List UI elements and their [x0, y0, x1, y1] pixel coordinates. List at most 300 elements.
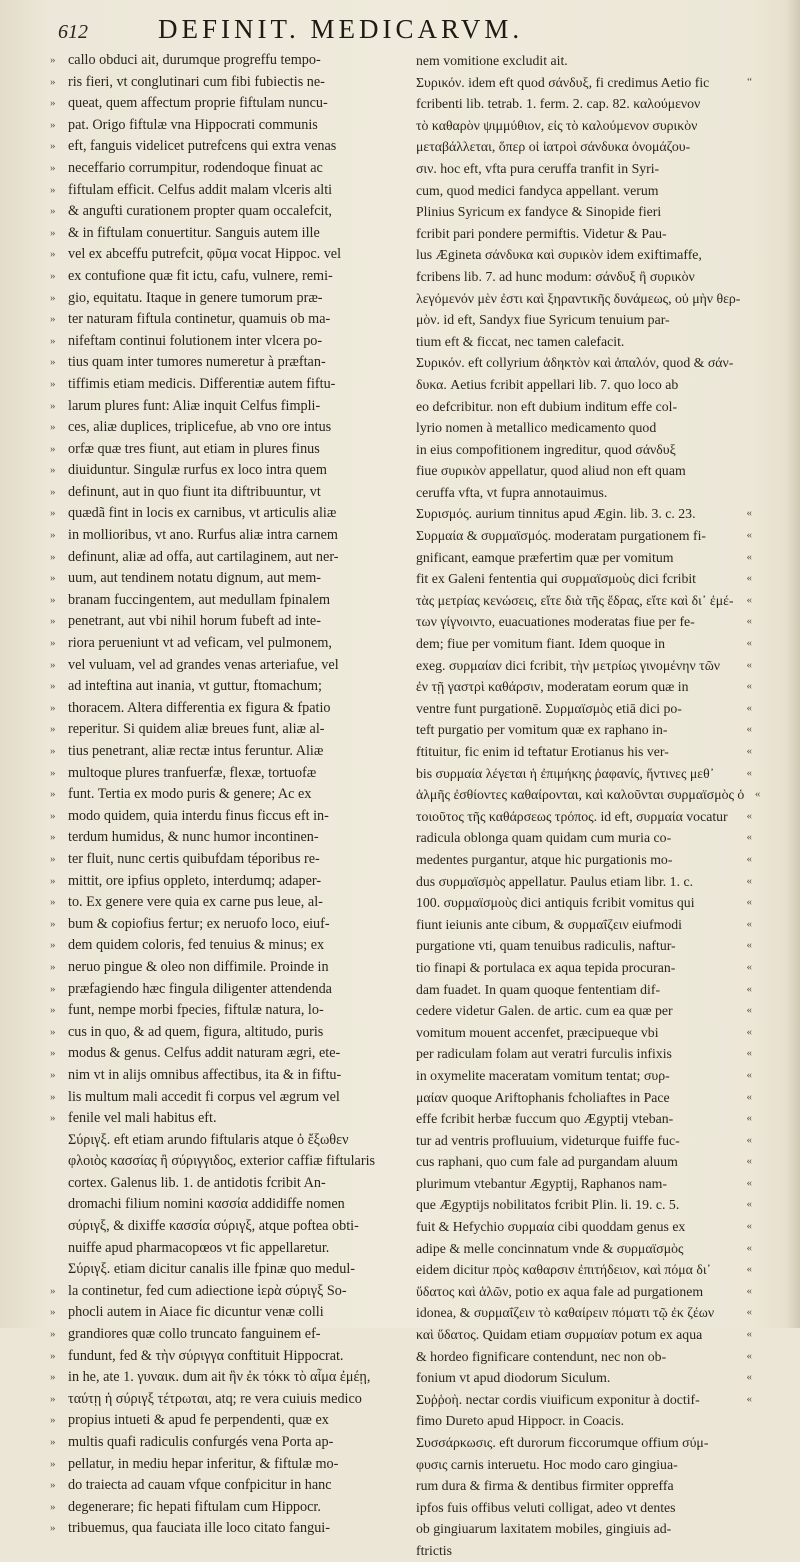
line-text: ταύτῃ ἡ σύριγξ τέτρωται, atq; re vera cuiuis medico [68, 1390, 362, 1407]
text-line [50, 1194, 406, 1216]
line-text: multoque plures tranfuerfæ, flexæ, tortuofæ [68, 764, 317, 781]
margin-quote-mark: « [746, 1133, 752, 1146]
margin-quote-mark: « [746, 939, 752, 952]
line-text: la continetur, fed cum adiectione ἱερὰ σύριγξ So- [68, 1282, 347, 1299]
line-text: fonium vt apud diodorum Siculum. [416, 1370, 611, 1386]
margin-quote-mark: « [746, 1068, 752, 1081]
margin-quote-mark: « [746, 809, 752, 822]
text-line [50, 180, 406, 202]
line-text: modo quidem, quia interdu finus ficcus eft in- [68, 807, 329, 824]
text-line [50, 1238, 406, 1260]
margin-quote-mark: « [746, 658, 752, 671]
line-text: σιν. hoc eft, vfta pura ceruffa tranfit in Syri- [416, 160, 660, 176]
line-text: ter naturam fiftula continetur, quamuis ob ma- [68, 311, 331, 328]
line-text: definunt, aliæ ad offa, aut cartilaginem, aut ner- [68, 548, 339, 565]
line-text: nem vomitione excludit ait. [416, 53, 568, 68]
text-line [50, 1475, 406, 1497]
text-line [416, 1108, 752, 1130]
margin-quote-mark: « [746, 874, 752, 887]
margin-quote-mark: » [50, 1457, 56, 1470]
line-text: fimo Dureto apud Hippocr. in Coacis. [416, 1413, 625, 1429]
line-text: ftituitur, fic enim id teftatur Erotianus his ver- [416, 744, 669, 759]
text-line [50, 266, 406, 288]
text-line [416, 1518, 752, 1540]
line-text: tio finapi & portulaca ex aqua tepida procuran- [416, 959, 676, 975]
text-line [50, 1173, 406, 1195]
line-text: que Ægyptijs nobilitatos fcribit Plin. li. 19. c. 5. [416, 1197, 680, 1213]
line-text: τὸ καθαρὸν ψιμμύθιον, εἰς τὸ καλούμενον συρικὸν [416, 117, 698, 133]
margin-quote-mark: » [50, 1112, 56, 1125]
text-line [50, 1324, 406, 1346]
line-text: ex contufione quæ fit ictu, cafu, vulnere, remi- [68, 267, 333, 284]
text-line [416, 892, 752, 914]
text-line [416, 1216, 752, 1238]
margin-quote-mark [736, 417, 752, 439]
margin-quote-mark [736, 309, 752, 331]
margin-quote-mark: » [50, 1500, 56, 1513]
text-line [50, 1216, 406, 1238]
text-line [416, 633, 752, 655]
text-line [416, 525, 752, 547]
text-line [416, 180, 752, 202]
margin-quote-mark [736, 136, 752, 158]
text-line [416, 719, 752, 741]
margin-quote-mark [736, 223, 752, 245]
text-line [50, 892, 406, 914]
text-line [416, 590, 752, 612]
text-line [50, 698, 406, 720]
margin-quote-mark: « [746, 637, 752, 650]
text-line [416, 698, 752, 720]
margin-quote-mark: » [50, 852, 56, 865]
line-text: & in fiftulam conuertitur. Sanguis autem ille [68, 224, 320, 241]
line-text: in he, ate 1. γυναικ. dum ait ἣν ἐκ τόκκ τὸ αἷμα ἐμέῃ, [68, 1369, 371, 1386]
margin-quote-mark [736, 158, 752, 180]
margin-quote-mark [50, 1130, 68, 1152]
line-text: cum, quod medici fandyca appellant. verum [416, 182, 659, 198]
margin-quote-mark: « [746, 1306, 752, 1319]
margin-quote-mark: « [746, 1392, 752, 1405]
text-line [416, 223, 752, 245]
margin-quote-mark: « [746, 529, 752, 542]
line-text: Συρικόν. eft collyrium ἀδηκτὸν καὶ ἁπαλόν, quod & σάν- [416, 355, 734, 371]
text-line [50, 590, 406, 612]
line-text: dus συρμαϊσμὸς appellatur. Paulus etiam libr. 1. c. [416, 873, 694, 889]
margin-quote-mark: « [746, 1090, 752, 1103]
text-line [50, 1389, 406, 1411]
text-line [416, 1022, 752, 1044]
margin-quote-mark: » [50, 1025, 56, 1038]
margin-quote-mark [736, 1432, 752, 1454]
text-line [50, 396, 406, 418]
text-line [50, 309, 406, 331]
line-text: purgatione vti, quam tenuibus radiculis, naftur- [416, 938, 676, 954]
line-text: adipe & melle concinnatum vnde & συρμαϊσμὸς [416, 1240, 684, 1256]
text-line [416, 1346, 752, 1368]
margin-quote-mark: » [50, 982, 56, 995]
margin-quote-mark: « [746, 766, 752, 779]
line-text: teft purgatio per vomitum quæ ex raphano in- [416, 722, 668, 738]
text-line [416, 611, 752, 633]
line-text: Συρισμός. aurium tinnitus apud Ægin. lib. 3. c. 23. [416, 506, 696, 522]
line-text: μὸν. id eft, Sandyx fiue Syricum tenuium par- [416, 312, 670, 328]
line-text: neruo pingue & oleo non diffimile. Proinde in [68, 958, 329, 975]
margin-quote-mark [50, 1259, 68, 1281]
text-line [416, 136, 752, 158]
line-text: fuit & Hefychio συρμαία cibi quoddam genus ex [416, 1219, 686, 1235]
page-number: 612 [58, 21, 88, 43]
text-line [416, 1302, 752, 1324]
text-line [50, 1043, 406, 1065]
text-line [50, 784, 406, 806]
margin-quote-mark: » [50, 291, 56, 304]
text-line [416, 1454, 752, 1476]
line-text: pellatur, in mediu hepar inferitur, & fiftulæ mo- [68, 1455, 339, 1472]
text-line [416, 547, 752, 569]
text-line [416, 115, 752, 137]
text-line [50, 935, 406, 957]
line-text: tium eft & ficcat, nec tamen calefacit. [416, 333, 625, 349]
text-line [50, 1346, 406, 1368]
text-line [416, 1151, 752, 1173]
line-text: diuiduntur. Singulæ rurfus ex loco intra quem [68, 462, 327, 479]
text-line [416, 1130, 752, 1152]
line-text: uum, aut tendinem notatu dignum, aut mem- [68, 570, 321, 587]
margin-quote-mark [736, 331, 752, 353]
margin-quote-mark: « [746, 1176, 752, 1189]
text-line [50, 1302, 406, 1324]
margin-quote-mark: « [746, 1349, 752, 1362]
line-text: fcribenti lib. tetrab. 1. ferm. 2. cap. 82. καλούμενον [416, 96, 701, 112]
margin-quote-mark: » [50, 960, 56, 973]
margin-quote-mark: « [746, 896, 752, 909]
text-line [50, 547, 406, 569]
text-line [416, 352, 752, 374]
margin-quote-mark [736, 1497, 752, 1519]
line-text: degenerare; fic hepati fiftulam cum Hippocr. [68, 1498, 321, 1515]
margin-quote-mark: » [50, 1284, 56, 1297]
margin-quote-mark: » [50, 1371, 56, 1384]
line-text: eo defcribitur. non eft dubium inditum effe col- [416, 398, 678, 414]
text-line [416, 439, 752, 461]
margin-quote-mark: « [746, 1371, 752, 1384]
line-text: to. Ex genere vere quia ex carne pus leue, al- [68, 894, 323, 911]
text-line [50, 439, 406, 461]
margin-quote-mark: » [50, 269, 56, 282]
text-line [416, 331, 752, 353]
line-text: Σύριγξ. eft etiam arundo fiftularis atque ὁ ἔξωθεν [68, 1131, 349, 1148]
text-line [416, 266, 752, 288]
margin-quote-mark [736, 244, 752, 266]
text-line [416, 1281, 752, 1303]
margin-quote-mark: » [50, 140, 56, 153]
text-line [50, 331, 406, 353]
line-text: lus Ægineta σάνδυκα καὶ συρικὸν idem exiftimaffe, [416, 247, 702, 263]
text-line [416, 1475, 752, 1497]
line-text: eft, fanguis videlicet putrefcens qui extra venas [68, 138, 337, 155]
line-text: in oxymelite maceratam vomitum tentat; συρ- [416, 1067, 670, 1083]
line-text: dam fuadet. In quam quoque fententiam dif- [416, 981, 661, 997]
line-text: medentes purgantur, atque hic purgationis mo- [416, 851, 673, 867]
margin-quote-mark: » [50, 745, 56, 757]
line-text: nim vt in alijs omnibus affectibus, ita & in fiftu- [68, 1066, 342, 1083]
line-text: tius quam inter tumores numeretur à præftan- [68, 354, 326, 371]
line-text: ὕδατος καὶ ἁλῶν, potio ex aqua fale ad purgationem [416, 1283, 704, 1299]
text-line [50, 1087, 406, 1109]
line-text: & angufti curationem propter quam occalefcit, [68, 203, 332, 220]
text-line [50, 1151, 406, 1173]
line-text: fiue συρικὸν appellatur, quod aliud non eft quam [416, 463, 686, 479]
text-line [50, 1281, 406, 1303]
text-line [416, 244, 752, 266]
margin-quote-mark: « [746, 1112, 752, 1125]
margin-quote-mark: « [746, 507, 752, 520]
line-text: lis multum mali accedit fi corpus vel ægrum vel [68, 1088, 340, 1105]
margin-quote-mark [736, 1518, 752, 1540]
text-line [416, 741, 752, 763]
margin-quote-mark: » [50, 1522, 56, 1535]
text-line [416, 1000, 752, 1022]
margin-quote-mark [736, 439, 752, 461]
line-text: dem; fiue per vomitum fiant. Idem quoque in [416, 636, 666, 652]
line-text: fiunt ieiunis ante cibum, & συρμαΐζειν eiufmodi [416, 916, 682, 932]
text-line [50, 50, 406, 72]
line-text: quædã fint in locis ex carnibus, vt articulis aliæ [68, 505, 337, 522]
line-text: multis quafi radiculis confurgés vena Porta ap- [68, 1434, 334, 1450]
text-line [50, 1022, 406, 1044]
margin-quote-mark: » [50, 550, 56, 563]
text-line [416, 784, 761, 806]
margin-quote-mark: » [50, 917, 56, 930]
margin-quote-mark: « [754, 788, 761, 801]
margin-quote-mark: » [50, 701, 56, 714]
margin-quote-mark: » [50, 593, 56, 606]
margin-quote-mark: » [50, 1414, 56, 1427]
text-line [416, 396, 752, 418]
margin-quote-mark: » [50, 831, 56, 844]
margin-quote-mark [736, 396, 752, 418]
line-text: φλοιὸς κασσίας ἢ σύριγγιδος, exterior caffiæ fiftularis [68, 1153, 376, 1170]
margin-quote-mark: » [50, 1068, 56, 1081]
line-text: neceffario corrumpitur, rodendoque finuat ac [68, 159, 323, 176]
line-text: fenile vel mali habitus eft. [68, 1110, 217, 1127]
margin-quote-mark [736, 50, 752, 72]
margin-quote-mark: » [50, 680, 56, 693]
text-line [50, 741, 406, 763]
line-text: funt. Tertia ex modo puris & genere; Ac ex [68, 786, 312, 803]
margin-quote-mark: « [746, 723, 752, 736]
margin-quote-mark: « [746, 550, 752, 563]
text-line [416, 568, 752, 590]
line-text: queat, quem affectum proprie fiftulam nuncu- [68, 95, 328, 112]
line-text: phocli autem in Aiace fic dicuntur venæ colli [68, 1304, 324, 1321]
line-text: penetrant, aut vbi nihil horum fubeft ad inte- [68, 613, 321, 630]
line-text: fit ex Galeni fententia qui συρμαϊσμοὺς dici fcribit [416, 571, 697, 587]
text-line [416, 914, 752, 936]
margin-quote-mark: » [50, 637, 56, 650]
margin-quote-mark: « [746, 1220, 752, 1233]
line-text: Σύριγξ. etiam dicitur canalis ille fpinæ quo medul- [68, 1261, 355, 1278]
margin-quote-mark: » [50, 248, 56, 261]
line-text: bum & copiofius fertur; ex neruofo loco, eiuf- [68, 915, 330, 932]
text-line [50, 806, 406, 828]
text-line [50, 460, 406, 482]
text-line [50, 374, 406, 396]
margin-quote-mark: » [50, 1436, 56, 1448]
margin-quote-mark: » [50, 226, 56, 239]
text-line [416, 1065, 752, 1087]
line-text: ter fluit, nunc certis quibufdam téporibus re- [68, 850, 320, 867]
margin-quote-mark: » [50, 377, 56, 390]
margin-quote-mark: » [50, 766, 56, 779]
margin-quote-mark: « [746, 1047, 752, 1060]
margin-quote-mark: » [50, 658, 56, 671]
margin-quote-mark: » [50, 939, 56, 952]
margin-quote-mark: « [746, 615, 752, 628]
page-header [58, 14, 780, 44]
text-line [416, 1194, 752, 1216]
margin-quote-mark [50, 1173, 68, 1195]
margin-quote-mark [736, 1475, 752, 1497]
margin-quote-mark: « [746, 1198, 752, 1211]
text-line [50, 633, 406, 655]
margin-quote-mark: « [746, 572, 752, 585]
text-line [416, 1238, 752, 1260]
line-text: bis συρμαία λέγεται ἡ ἐπιμήκης ῥαφανίς, ἥντινες μεθ᾽ [416, 765, 715, 781]
line-text: nifeftam continui folutionem inter vlcera po- [68, 332, 323, 349]
line-text: καὶ ὕδατος. Quidam etiam συρμαίαν potum ex aqua [416, 1327, 703, 1343]
text-line [416, 72, 752, 94]
line-text: fiftulam efficit. Celfus addit malam vlceris alti [68, 181, 333, 198]
line-text: ἐν τῇ γαστρὶ καθάρσιν, moderatam eorum quæ in [416, 679, 689, 695]
text-line [416, 1173, 752, 1195]
line-text: riora perueniunt vt ad veficam, vel pulmonem, [68, 635, 332, 652]
text-line [50, 1065, 406, 1087]
line-text: tius penetrant, aliæ rectæ intus feruntur. Aliæ [68, 743, 324, 759]
margin-quote-mark: « [746, 701, 752, 714]
text-line [50, 136, 406, 158]
text-line [416, 482, 752, 504]
line-text: in mollioribus, vt ano. Rurfus aliæ intra carnem [68, 527, 338, 544]
margin-quote-mark [50, 1216, 68, 1238]
margin-quote-mark: » [50, 1392, 56, 1405]
line-text: ris fieri, vt conglutinari cum fibi fubiectis ne- [68, 73, 325, 90]
text-line [416, 676, 752, 698]
margin-quote-mark [736, 93, 752, 115]
text-line [416, 849, 752, 871]
margin-quote-mark: « [746, 852, 752, 865]
text-line [50, 568, 406, 590]
margin-quote-mark: » [50, 205, 56, 218]
line-text: per radiculam folam aut veratri furculis infixis [416, 1046, 672, 1062]
text-line [416, 503, 752, 525]
line-text: terdum humidus, & nunc humor incontinen- [68, 829, 319, 846]
line-text: modus & genus. Celfus addit naturam ægri, ete- [68, 1045, 341, 1062]
line-text: Συρικόν. idem eft quod σάνδυξ, fi credimus Aetio fic [416, 74, 710, 90]
text-line [416, 201, 752, 223]
line-text: των γίγνοιντο, euacuationes moderatas fiue per fe- [416, 614, 695, 630]
margin-quote-mark: « [746, 982, 752, 995]
line-text: φυσις carnis interuetu. Hoc modo caro gingiua- [416, 1456, 678, 1472]
margin-quote-mark [740, 288, 756, 310]
margin-quote-mark: » [50, 1047, 56, 1060]
margin-quote-mark [736, 201, 752, 223]
text-line [416, 417, 752, 439]
text-line [50, 763, 406, 785]
line-text: effe fcribit herbæ fuccum quo Ægyptij vteban- [416, 1111, 674, 1127]
margin-quote-mark [50, 1194, 68, 1216]
margin-quote-mark: » [50, 1479, 56, 1492]
line-text: eidem dicitur πρὸς καθαρσιν ἐπιτήδειον, καὶ πόμα δι᾽ [416, 1262, 712, 1278]
margin-quote-mark: » [50, 1306, 56, 1319]
text-line [50, 244, 406, 266]
margin-quote-mark: » [50, 399, 56, 412]
line-text: præfagiendo hæc fingula diligenter attendenda [68, 980, 332, 997]
line-text: cortex. Galenus lib. 1. de antidotis fcribit An- [68, 1174, 326, 1191]
margin-quote-mark: » [50, 183, 56, 196]
margin-quote-mark: » [50, 442, 56, 455]
line-text: ipfos fuis offibus veluti colligat, adeo vt dentes [416, 1499, 676, 1515]
margin-quote-mark: » [50, 334, 56, 347]
line-text: 100. συρμαϊσμοὺς dici antiquis fcribit vomitus qui [416, 895, 695, 911]
line-text: Plinius Syricum ex fandyce & Sinopide fieri [416, 204, 662, 220]
line-text: vel vuluam, vel ad grandes venas arteriafue, vel [68, 656, 339, 673]
margin-quote-mark: « [746, 1155, 752, 1168]
margin-quote-mark: » [50, 896, 56, 909]
text-line [416, 158, 752, 180]
line-text: Συσσάρκωσις. eft durorum ficcorumque offium σύμ- [416, 1435, 709, 1450]
text-line [50, 525, 406, 547]
line-text: & hordeo fignificare contendunt, nec non ob- [416, 1348, 667, 1364]
line-text: ad inteftina aut inania, vt guttur, ftomachum; [68, 678, 322, 695]
margin-quote-mark [736, 180, 752, 202]
line-text: τοιοῦτος τῆς καθάρσεως τρόπος. id eft, συρμαία vocatur [416, 808, 728, 824]
margin-quote-mark [736, 266, 752, 288]
text-line [50, 503, 406, 525]
text-line [50, 871, 406, 893]
text-line [416, 374, 752, 396]
margin-quote-mark [50, 1238, 68, 1260]
margin-quote-mark: « [746, 593, 752, 606]
margin-quote-mark [736, 482, 752, 504]
line-text: ceruffa vfta, vt fupra annotauimus. [416, 484, 608, 500]
margin-quote-mark: » [50, 313, 56, 326]
line-text: tribuemus, qua fauciata ille loco citato fangui- [68, 1520, 330, 1537]
text-line [416, 935, 752, 957]
margin-quote-mark: « [746, 1284, 752, 1297]
text-line [50, 719, 406, 741]
margin-quote-mark: » [50, 485, 56, 498]
margin-quote-mark: » [50, 572, 56, 585]
line-text: λεγόμενόν μὲν ἐστι καὶ ξηραντικῆς δυνάμεως, οὐ μὴν θερ- [416, 290, 741, 306]
text-line [416, 288, 752, 310]
text-line [50, 1108, 406, 1130]
text-line [50, 1410, 406, 1432]
line-text: exeg. συρμαίαν dici fcribit, τὴν μετρίως γινομένην τῶν [416, 657, 721, 673]
line-text: reperitur. Si quidem aliæ breues funt, aliæ al- [68, 721, 325, 738]
line-text: σύριγξ, & dixiffe κασσία σύριγξ, atque poftea obti- [68, 1218, 359, 1235]
text-line [50, 1259, 406, 1281]
text-line [416, 1324, 752, 1346]
margin-quote-mark: « [746, 1263, 752, 1276]
line-text: callo obduci ait, durumque progreffu tempo- [68, 52, 321, 68]
text-line [50, 352, 406, 374]
page-edge-shadow [786, 0, 800, 1328]
text-line [50, 1432, 406, 1454]
text-line [50, 914, 406, 936]
text-line [50, 827, 406, 849]
margin-quote-mark: « [746, 1004, 752, 1017]
